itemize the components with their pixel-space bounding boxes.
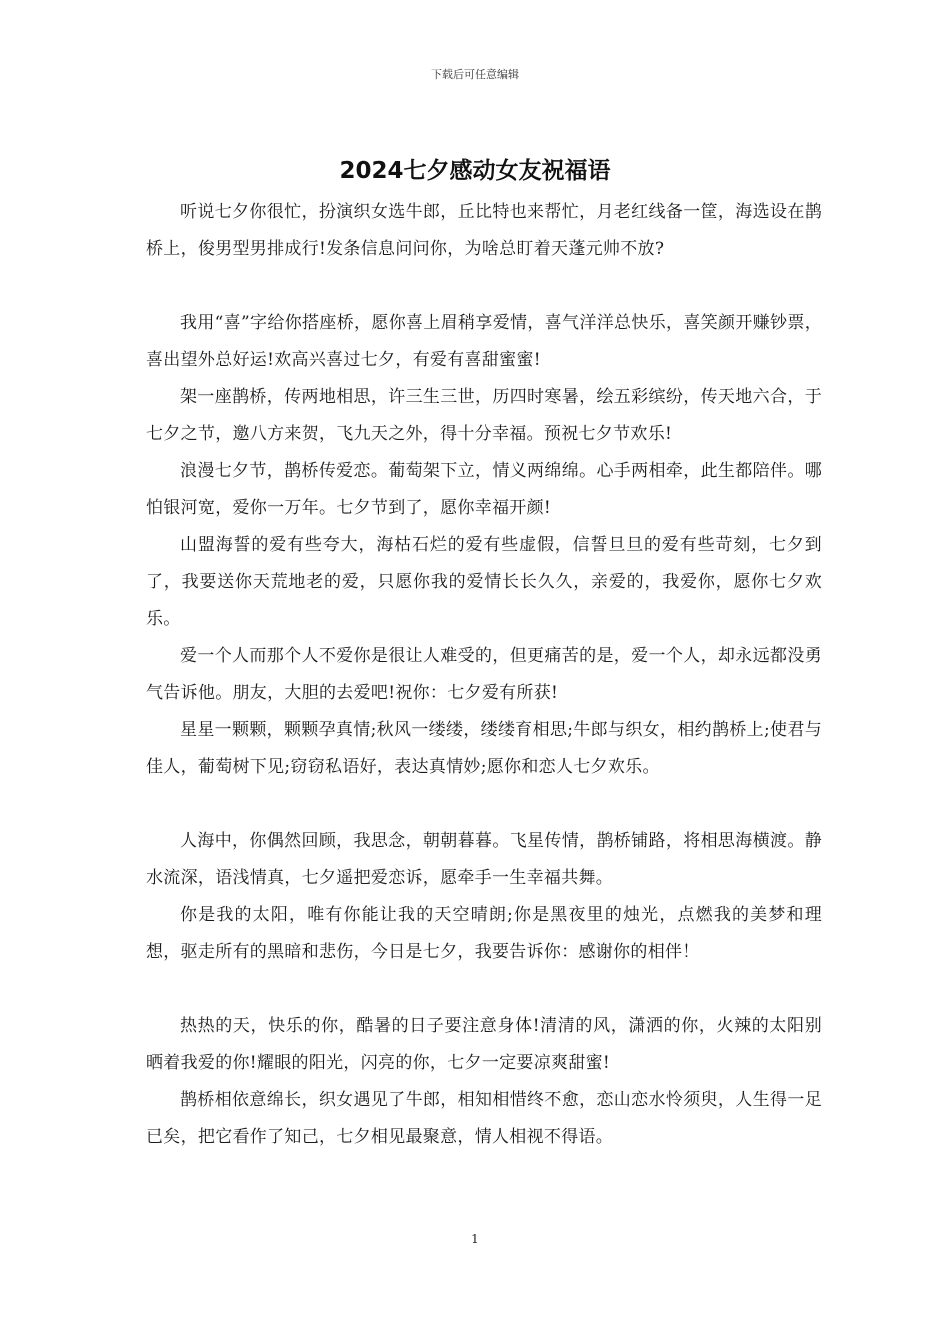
paragraph: 山盟海誓的爱有些夸大，海枯石烂的爱有些虚假，信誓旦旦的爱有些苛刻，七夕到了，我要送你天荒地老的爱，只愿你我的爱情长长久久，亲爱的，我爱你，愿你七夕欢乐。 (146, 535, 822, 629)
header-note: 下载后可任意编辑 (431, 68, 519, 81)
document-body (146, 194, 822, 1156)
paragraph: 鹊桥相依意绵长，织女遇见了牛郎，相知相惜终不愈，恋山恋水怜须臾，人生得一足已矣，把它看作了知己，七夕相见最聚意，情人相视不得语。 (146, 1090, 822, 1147)
document-title: 2024七夕感动女友祝福语 (339, 158, 611, 184)
paragraph: 我用“喜”字给你搭座桥，愿你喜上眉稍享爱情，喜气洋洋总快乐，喜笑颜开赚钞票，喜出望外总好运!欢高兴喜过七夕，有爱有喜甜蜜蜜! (146, 313, 822, 370)
paragraph: 你是我的太阳，唯有你能让我的天空晴朗;你是黑夜里的烛光，点燃我的美梦和理想，驱走所有的黑暗和悲伤，今日是七夕，我要告诉你：感谢你的相伴！ (146, 905, 822, 962)
paragraph: 听说七夕你很忙，扮演织女选牛郎，丘比特也来帮忙，月老红线备一筐，海选设在鹊桥上，俊男型男排成行!发条信息问问你，为啥总盯着天蓬元帅不放? (146, 202, 822, 259)
paragraph: 人海中，你偶然回顾，我思念，朝朝暮暮。飞星传情，鹊桥铺路，将相思海横渡。静水流深，语浅情真，七夕遥把爱恋诉，愿牵手一生幸福共舞。 (146, 831, 822, 888)
page-number: 1 (471, 1232, 479, 1246)
paragraph: 浪漫七夕节，鹊桥传爱恋。葡萄架下立，情义两绵绵。心手两相牵，此生都陪伴。哪怕银河宽，爱你一万年。七夕节到了，愿你幸福开颜! (146, 461, 822, 518)
paragraph: 架一座鹊桥，传两地相思，许三生三世，历四时寒暑，绘五彩缤纷，传天地六合，于七夕之节，邀八方来贺，飞九天之外，得十分幸福。预祝七夕节欢乐! (146, 387, 822, 444)
paragraph: 星星一颗颗，颗颗孕真情;秋风一缕缕，缕缕育相思;牛郎与织女，相约鹊桥上;使君与佳人，葡萄树下见;窃窃私语好，表达真情妙;愿你和恋人七夕欢乐。 (146, 720, 822, 777)
paragraph: 爱一个人而那个人不爱你是很让人难受的，但更痛苦的是，爱一个人，却永远都没勇气告诉他。朋友，大胆的去爱吧!祝你：七夕爱有所获! (146, 646, 822, 703)
paragraph: 热热的天，快乐的你，酷暑的日子要注意身体!清清的风，潇洒的你，火辣的太阳别晒着我爱的你!耀眼的阳光，闪亮的你，七夕一定要凉爽甜蜜! (146, 1016, 822, 1073)
